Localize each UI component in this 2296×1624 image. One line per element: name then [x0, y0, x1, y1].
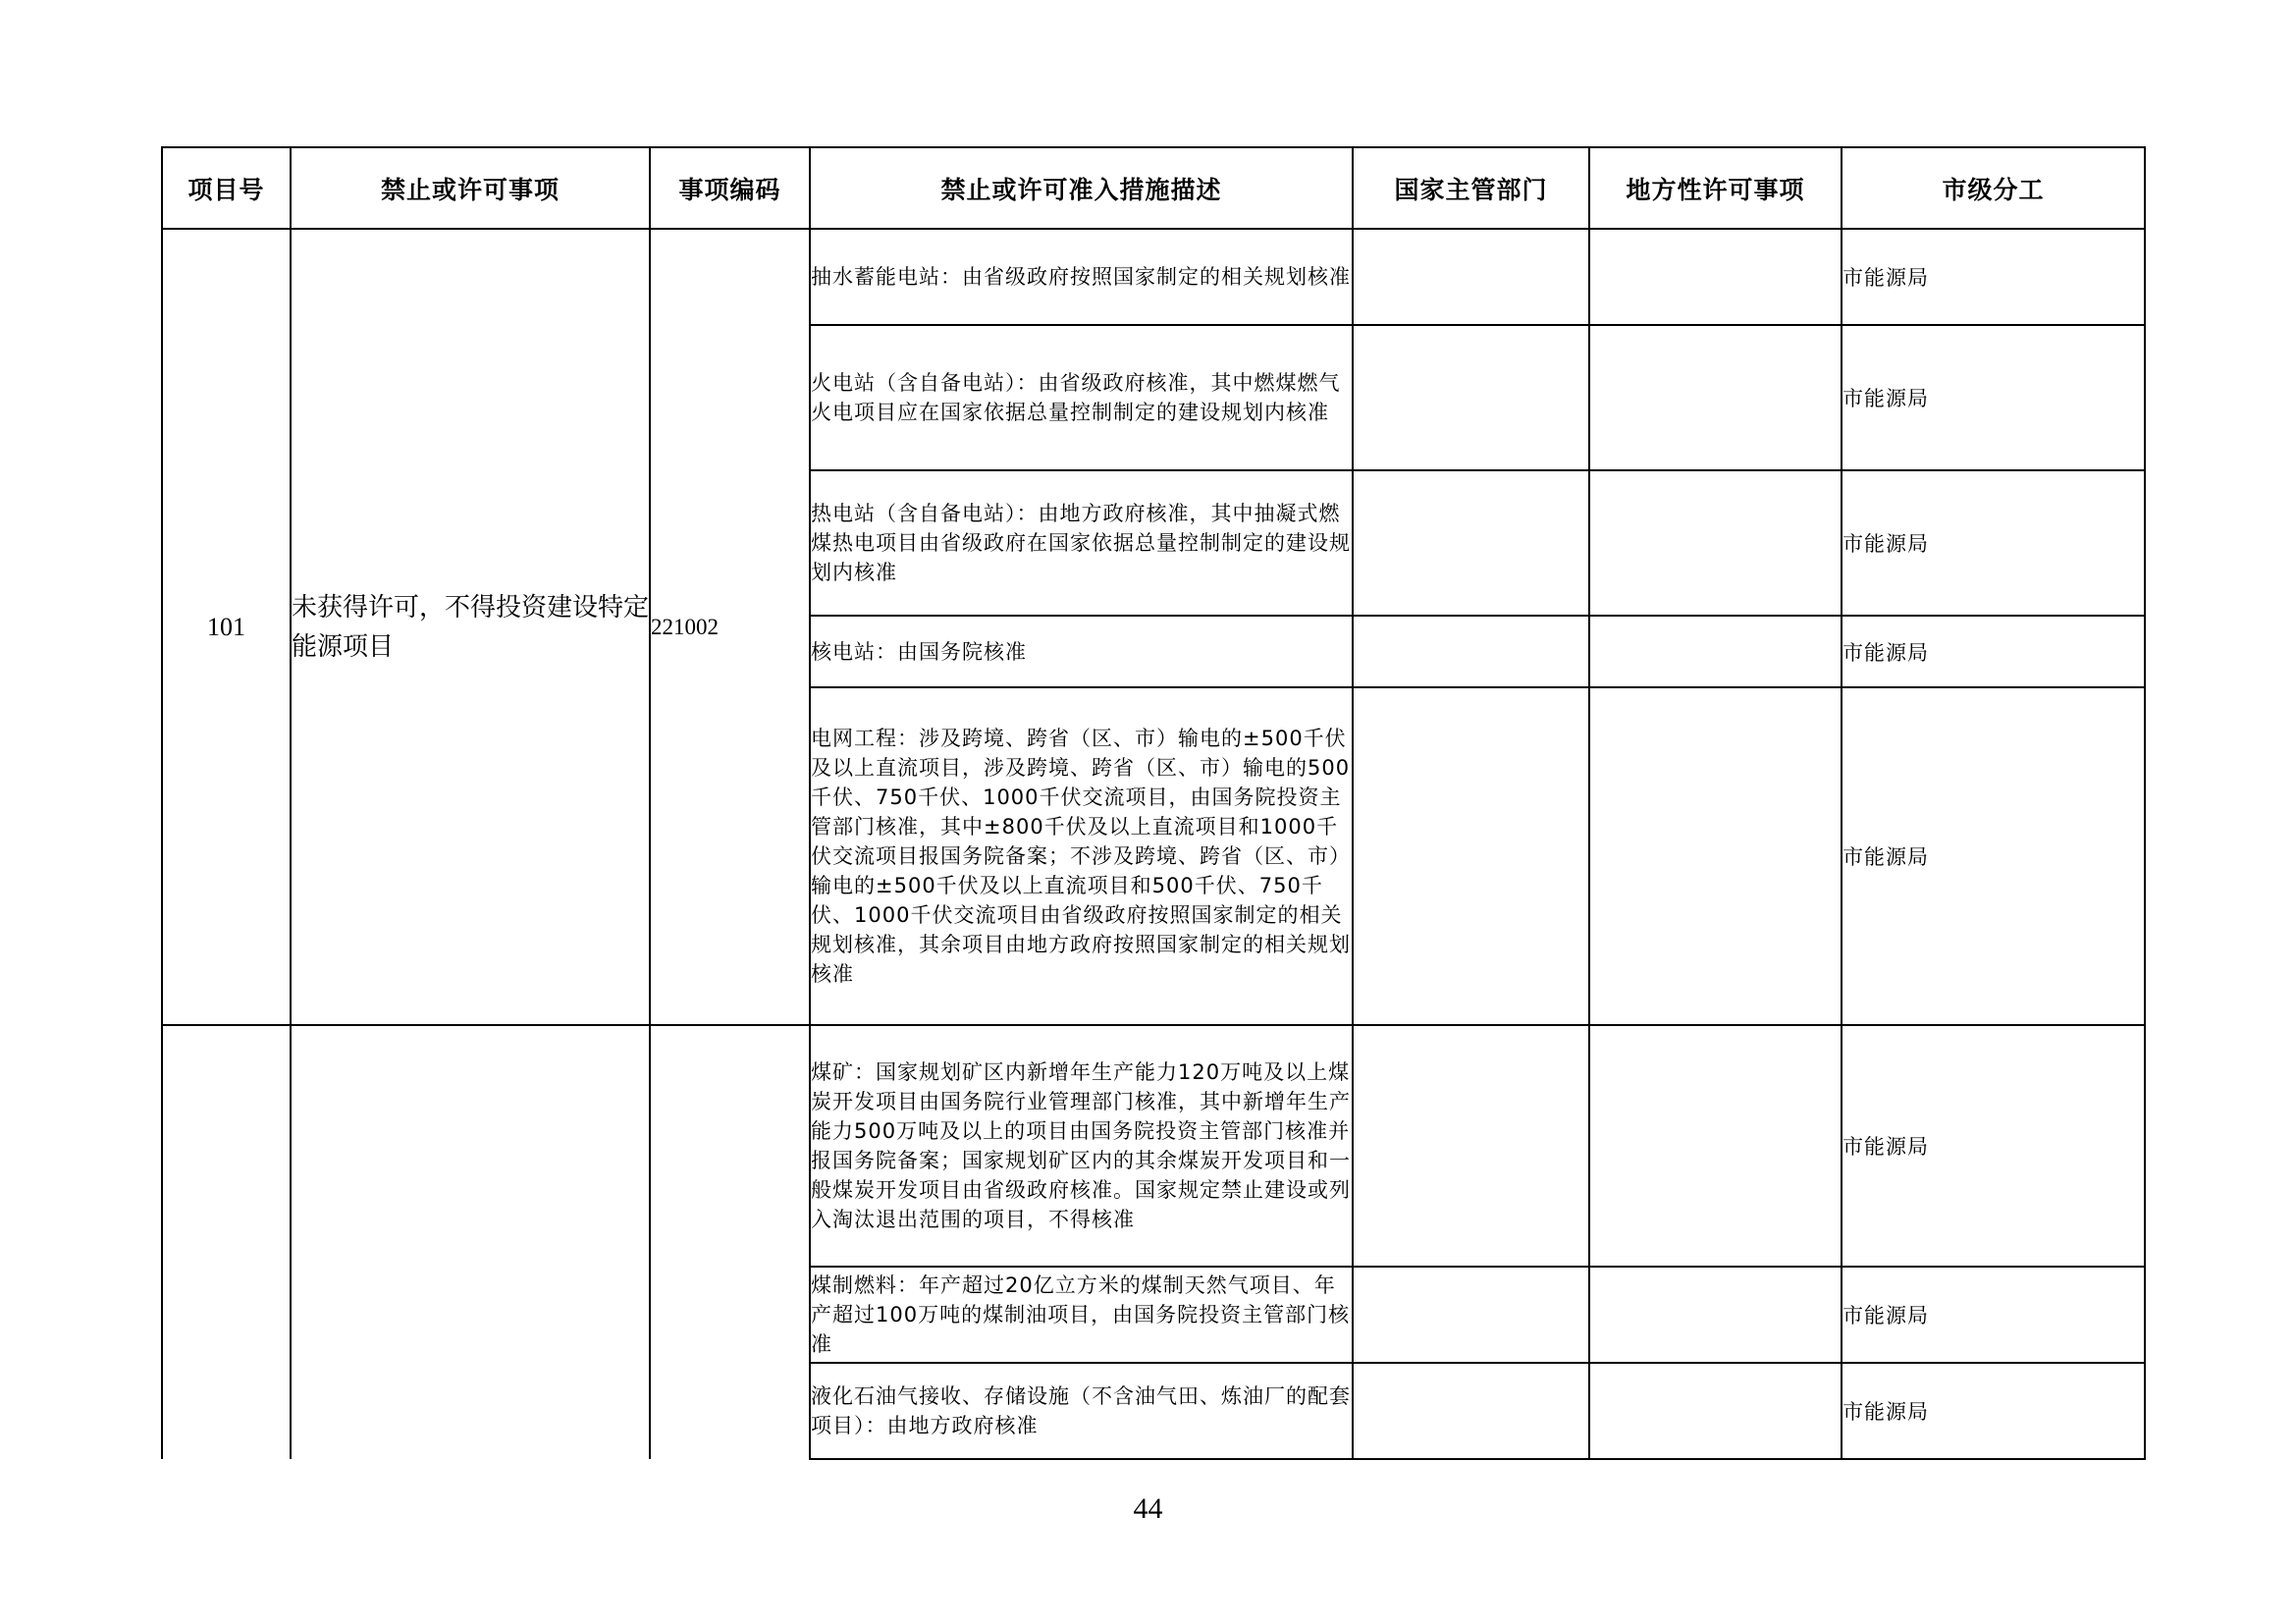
- permit-item: 未获得许可，不得投资建设特定能源项目: [291, 229, 650, 1025]
- header-row: [162, 147, 2145, 229]
- local-permit: [1589, 616, 1842, 687]
- city-division: 市能源局: [1842, 229, 2145, 325]
- header-national-department: 国家主管部门: [1353, 147, 1589, 229]
- city-division: 市能源局: [1842, 1267, 2145, 1363]
- local-permit: [1589, 470, 1842, 616]
- national-department: [1353, 1363, 1589, 1459]
- measure-description: 煤矿：国家规划矿区内新增年生产能力120万吨及以上煤炭开发项目由国务院行业管理部门核准，其中新增年生产能力500万吨及以上的项目由国务院投资主管部门核准并报国务院备案；国家规划矿区内的其余煤炭开发项目和一般煤炭开发项目由省级政府核准。国家规定禁止建设或列入淘汰退出范围的项目，不得核准: [810, 1025, 1353, 1267]
- measure-description: 抽水蓄能电站：由省级政府按照国家制定的相关规划核准: [810, 229, 1353, 325]
- header-city-division: 市级分工: [1842, 147, 2145, 229]
- national-department: [1353, 1025, 1589, 1267]
- city-division: 市能源局: [1842, 1363, 2145, 1459]
- national-department: [1353, 325, 1589, 470]
- measure-description: 电网工程：涉及跨境、跨省（区、市）输电的±500千伏及以上直流项目，涉及跨境、跨省（区、市）输电的500千伏、750千伏、1000千伏交流项目，由国务院投资主管部门核准，其中±800千伏及以上直流项目和1000千伏交流项目报国务院备案；不涉及跨境、跨省（区、市）输电的±500千伏及以上直流项目和500千伏、750千伏、1000千伏交流项目由省级政府按照国家制定的相关规划核准，其余项目由地方政府按照国家制定的相关规划核准: [810, 687, 1353, 1025]
- city-division: 市能源局: [1842, 1025, 2145, 1267]
- measure-description: 火电站（含自备电站）：由省级政府核准，其中燃煤燃气火电项目应在国家依据总量控制制定的建设规划内核准: [810, 325, 1353, 470]
- permit-table: [161, 146, 2146, 1460]
- permit-item: [291, 1025, 650, 1459]
- measure-description: 煤制燃料：年产超过20亿立方米的煤制天然气项目、年产超过100万吨的煤制油项目，由国务院投资主管部门核准: [810, 1267, 1353, 1363]
- header-local-permit: 地方性许可事项: [1589, 147, 1842, 229]
- page-number: 44: [1133, 1492, 1163, 1525]
- item-number: [162, 1025, 291, 1459]
- item-code: [650, 1025, 810, 1459]
- national-department: [1353, 1267, 1589, 1363]
- header-measure-description: 禁止或许可准入措施描述: [810, 147, 1353, 229]
- table-row: [162, 229, 2145, 325]
- local-permit: [1589, 1267, 1842, 1363]
- header-item-number: 项目号: [162, 147, 291, 229]
- local-permit: [1589, 229, 1842, 325]
- item-number: 101: [162, 229, 291, 1025]
- local-permit: [1589, 687, 1842, 1025]
- table-row: [162, 1025, 2145, 1267]
- national-department: [1353, 616, 1589, 687]
- header-permit-item: 禁止或许可事项: [291, 147, 650, 229]
- item-code: 221002: [650, 229, 810, 1025]
- header-item-code: 事项编码: [650, 147, 810, 229]
- city-division: 市能源局: [1842, 687, 2145, 1025]
- measure-description: 液化石油气接收、存储设施（不含油气田、炼油厂的配套项目）：由地方政府核准: [810, 1363, 1353, 1459]
- local-permit: [1589, 325, 1842, 470]
- local-permit: [1589, 1025, 1842, 1267]
- city-division: 市能源局: [1842, 325, 2145, 470]
- city-division: 市能源局: [1842, 616, 2145, 687]
- national-department: [1353, 229, 1589, 325]
- city-division: 市能源局: [1842, 470, 2145, 616]
- measure-description: 热电站（含自备电站）：由地方政府核准，其中抽凝式燃煤热电项目由省级政府在国家依据总量控制制定的建设规划内核准: [810, 470, 1353, 616]
- measure-description: 核电站：由国务院核准: [810, 616, 1353, 687]
- local-permit: [1589, 1363, 1842, 1459]
- national-department: [1353, 687, 1589, 1025]
- national-department: [1353, 470, 1589, 616]
